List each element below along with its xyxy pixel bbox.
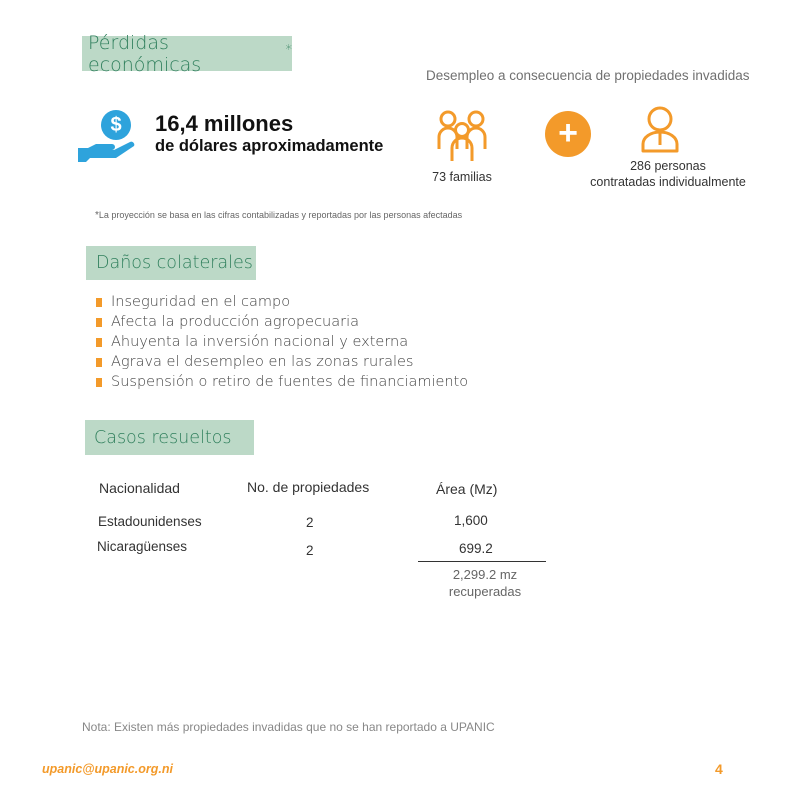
bullet-marker: [96, 318, 102, 327]
list-item-label: Inseguridad en el campo: [111, 294, 291, 310]
dollar-sign: $: [110, 114, 122, 136]
total-recovered: [425, 566, 545, 600]
section-title: Casos resueltos: [94, 427, 232, 448]
row-2-area: 699.2: [459, 541, 493, 556]
section-header-perdidas: [82, 31, 292, 76]
list-item-label: Agrava el desempleo en las zonas rurales: [111, 354, 414, 370]
persons-desc-line: contratadas individualmente: [590, 175, 746, 189]
total-area-label: recuperadas: [448, 584, 522, 599]
families-label: 73 familias: [432, 170, 492, 184]
list-item-label: Suspensión o retiro de fuentes de financiamiento: [111, 374, 469, 390]
bullet-marker: [96, 298, 102, 307]
family-group-icon: [436, 107, 488, 165]
section-header-casos: [85, 420, 254, 455]
footnote-text: La proyección se basa en las cifras contabilizadas y reportadas por las personas afectadas: [98, 210, 463, 220]
persons-label: [568, 158, 768, 190]
loss-amount-description: de dólares aproximadamente: [155, 137, 384, 155]
list-item: [96, 332, 468, 352]
list-item-label: Afecta la producción agropecuaria: [111, 314, 360, 330]
column-header-propiedades: No. de propiedades: [247, 479, 370, 495]
total-divider: [418, 561, 546, 562]
section-title: Pérdidas económicas: [88, 31, 202, 76]
total-area: 2,299.2 mz: [452, 567, 518, 582]
list-item: [96, 352, 468, 372]
column-header-area: Área (Mz): [436, 481, 498, 497]
footer-email: upanic@upanic.org.ni: [42, 762, 173, 776]
list-item: [96, 372, 468, 392]
list-item: [96, 312, 468, 332]
row-1-propiedades: 2: [306, 515, 314, 530]
plus-symbol: +: [558, 114, 578, 152]
persons-count-line: 286 personas: [630, 159, 706, 173]
list-item-label: Ahuyenta la inversión nacional y externa: [111, 334, 409, 350]
collateral-damage-list: [96, 292, 468, 392]
asterisk-mark: *: [285, 43, 292, 58]
bullet-marker: [96, 358, 102, 367]
bullet-marker: [96, 338, 102, 347]
unemployment-subtitle: Desempleo a consecuencia de propiedades invadidas: [426, 68, 750, 83]
list-item: [96, 292, 468, 312]
section-title: Daños colaterales: [96, 253, 253, 273]
row-1-area: 1,600: [454, 513, 488, 528]
column-header-nacionalidad: Nacionalidad: [99, 480, 180, 496]
plus-circle-icon: [545, 111, 591, 157]
note-text: Nota: Existen más propiedades invadidas que no se han reportado a UPANIC: [82, 720, 495, 734]
row-1-nacionalidad: Estadounidenses: [98, 514, 202, 529]
row-2-propiedades: 2: [306, 543, 314, 558]
worker-person-icon: [638, 104, 682, 154]
money-hand-icon: [76, 104, 142, 168]
projection-footnote: [95, 210, 462, 221]
footnote-mark: *: [95, 210, 99, 221]
page-number: 4: [715, 761, 723, 777]
bullet-marker: [96, 378, 102, 387]
section-header-danos: [86, 246, 256, 280]
row-2-nacionalidad: Nicaragüenses: [97, 539, 188, 554]
loss-amount: 16,4 millones: [155, 111, 294, 136]
